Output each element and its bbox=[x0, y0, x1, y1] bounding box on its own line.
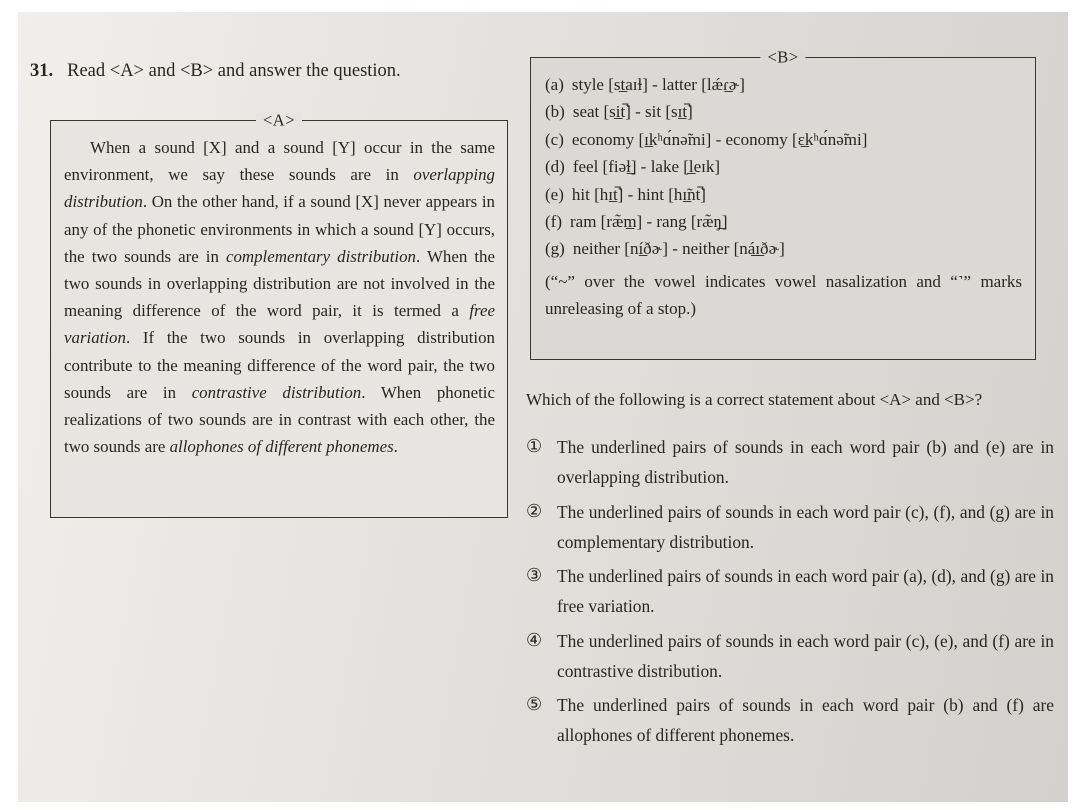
option-item-1 bbox=[526, 432, 1054, 492]
box-b-label: <B> bbox=[760, 49, 805, 66]
passage-text-segment: . When phonetic realizations of two sounds are in contrast with each other, the two sounds are bbox=[64, 382, 495, 457]
word-pair-text: neither [ní̲ðɚ] - neither [ná̲ɪ̲ðɚ] bbox=[572, 239, 785, 259]
question-number: 31. bbox=[30, 61, 54, 81]
option-number: ② bbox=[526, 500, 543, 522]
option-number: ① bbox=[526, 436, 543, 457]
word-pair-text: economy [ɪ̲kʰɑ́nə̃mi] - economy [ɛ̲kʰɑ́nə̃mi] bbox=[571, 129, 868, 149]
option-item-2 bbox=[526, 497, 1054, 557]
option-item-5 bbox=[526, 690, 1054, 750]
option-number: ④ bbox=[526, 629, 543, 651]
passage-text-segment: free variation bbox=[64, 301, 495, 348]
passage-text-segment: overlapping distribution bbox=[64, 165, 495, 212]
word-pair-text: style [st̲aɪɫ] - latter [lǽɾ̲ɚ] bbox=[571, 75, 745, 94]
question-stem: Which of the following is a correct statement about <A> and <B>? bbox=[526, 390, 983, 409]
passage-text-segment: . If the two sounds in overlapping distribution contribute to the meaning difference of the word pair, the two sounds are in bbox=[64, 328, 495, 402]
option-item-4 bbox=[526, 626, 1054, 686]
word-pair-item bbox=[545, 126, 1022, 153]
word-pair-item bbox=[545, 153, 1022, 180]
option-number: ③ bbox=[526, 565, 543, 586]
word-pair-label: (d) bbox=[545, 157, 565, 177]
passage-text-segment: . bbox=[393, 437, 398, 457]
word-pair-item bbox=[545, 235, 1022, 262]
diacritics-note: (“~” over the vowel indicates vowel nasalization and “˺” marks unreleasing of a stop.) bbox=[545, 271, 1022, 319]
word-pair-item bbox=[545, 98, 1022, 125]
passage-text-segment: . When the two sounds in overlapping distribution are not involved in the meaning difference of the word pair, it is termed a bbox=[64, 246, 496, 321]
word-pair-text: seat [si̲t̚] - sit [sɪ̲t̚] bbox=[572, 102, 693, 122]
passage-text-segment: When a sound [X] and a sound [Y] occur in the same environment, we say these sounds are in bbox=[64, 138, 495, 185]
word-pair-item bbox=[545, 181, 1022, 208]
passage-paragraph bbox=[51, 121, 507, 460]
word-pair-label: (a) bbox=[545, 75, 564, 94]
word-pair-label: (b) bbox=[545, 102, 565, 122]
passage-box-a bbox=[50, 110, 508, 518]
word-pair-label: (c) bbox=[545, 129, 564, 149]
question-header-text: Read <A> and <B> and answer the question. bbox=[67, 61, 401, 81]
word-pair-label: (e) bbox=[545, 184, 564, 204]
option-text: The underlined pairs of sounds in each word pair (b) and (f) are allophones of different phonemes. bbox=[557, 695, 1054, 745]
word-pair-item bbox=[545, 71, 1022, 98]
option-text: The underlined pairs of sounds in each word pair (a), (d), and (g) are in free variation. bbox=[557, 566, 1054, 616]
box-a-label: <A> bbox=[256, 112, 302, 129]
question-header bbox=[30, 58, 520, 84]
option-text: The underlined pairs of sounds in each word pair (c), (e), and (f) are in contrastive distribution. bbox=[557, 630, 1054, 681]
option-text: The underlined pairs of sounds in each word pair (b) and (e) are in overlapping distribution. bbox=[557, 437, 1054, 487]
passage-text-segment: . On the other hand, if a sound [X] never appears in any of the phonetic environments in which a sound [Y] occurs, the two sounds are in bbox=[64, 192, 495, 266]
passage-text-segment: contrastive distribution bbox=[191, 382, 362, 402]
word-pair-item bbox=[545, 208, 1022, 235]
word-pairs-box-b bbox=[530, 47, 1036, 360]
word-pair-label: (g) bbox=[545, 239, 565, 259]
passage-text-segment: allophones of different phonemes bbox=[169, 437, 394, 457]
passage-text-segment: complementary distribution bbox=[225, 246, 416, 266]
word-pair-text: feel [fiəɫ̲] - lake [l̲eɪk] bbox=[572, 157, 721, 177]
word-pair-label: (f) bbox=[545, 212, 562, 232]
word-pair-text: ram [ræ̃m̲] - rang [ræ̃ŋ̲] bbox=[569, 212, 728, 232]
word-pair-text: hit [hɪ̲t̚] - hint [hɪ̲̃nt̚] bbox=[571, 184, 706, 204]
word-pair-list bbox=[531, 58, 1035, 263]
options-list bbox=[526, 432, 1054, 755]
option-item-3 bbox=[526, 561, 1054, 621]
option-number: ⑤ bbox=[526, 694, 543, 715]
option-text: The underlined pairs of sounds in each word pair (c), (f), and (g) are in complementary distribution. bbox=[557, 501, 1054, 552]
scanned-page bbox=[18, 12, 1068, 802]
